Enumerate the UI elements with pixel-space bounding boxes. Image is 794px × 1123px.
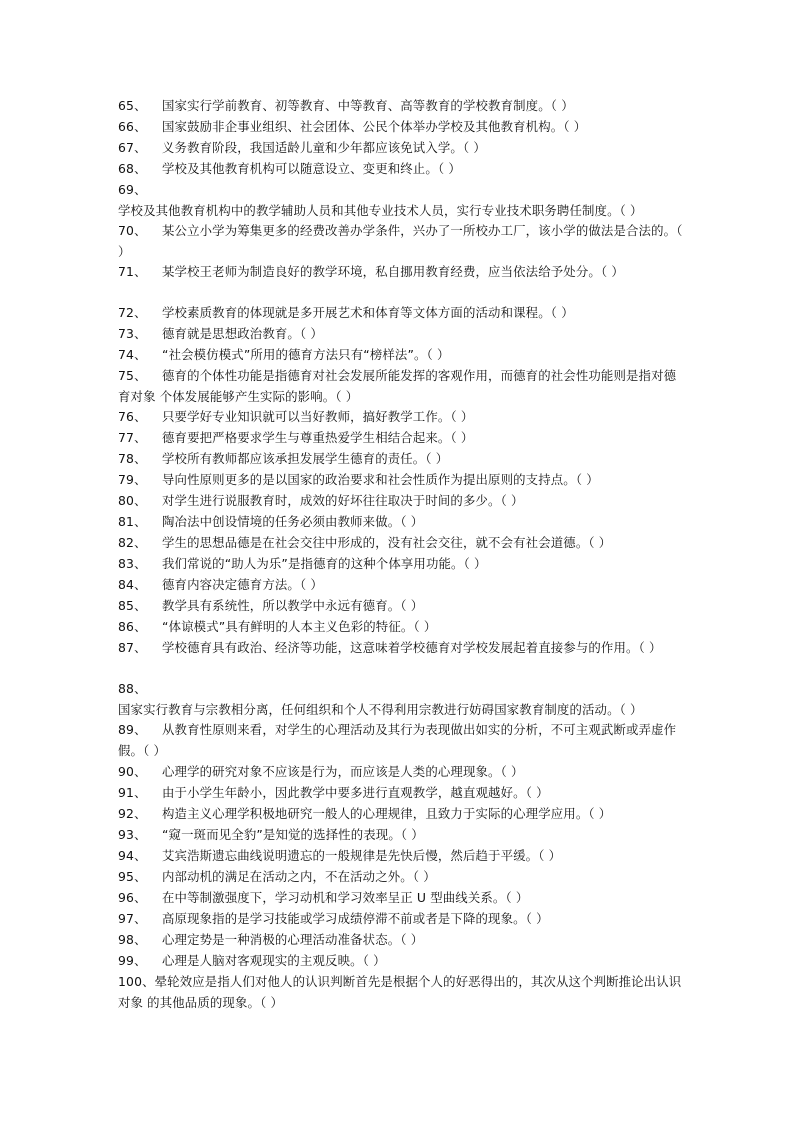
question-text: “窥一斑而见全豹”是知觉的选择性的表现。（ ） [162,827,424,842]
question-number: 94、 [118,848,147,863]
question-84 [118,575,684,596]
question-text: 心理是人脑对客观现实的主观反映。（ ） [162,953,386,968]
question-text: 学校及其他教育机构中的教学辅助人员和其他专业技术人员，实行专业技术职务聘任制度。（ ） [118,202,643,218]
question-69 [118,180,684,221]
question-text: 学校素质教育的体现就是多开展艺术和体育等文体方面的活动和课程。（ ） [162,305,574,320]
question-text: 我们常说的“助人为乐”是指德育的这种个体享用功能。（ ） [162,556,487,571]
question-72 [118,303,684,324]
question-76 [118,407,684,428]
question-number: 89、 [118,722,147,737]
question-number: 92、 [118,806,147,821]
question-number: 78、 [118,451,147,466]
question-number: 85、 [118,598,147,613]
question-text: 在中等制激强度下，学习动机和学习效率呈正 U 型曲线关系。（ ） [162,890,529,905]
question-text: 教学具有系统性，所以教学中永远有德育。（ ） [162,598,424,613]
question-text: 晕轮效应是指人们对他人的认识判断首先是根据个人的好恶得出的，其次从这个判断推论出认识对象 的其他品质的现象。（ ） [118,974,682,1010]
question-100 [118,972,684,1013]
question-text: 某学校王老师为制造良好的教学环境，私自挪用教育经费，应当依法给予处分。（ ） [162,264,624,279]
question-number: 70、 [118,223,147,238]
question-90 [118,762,684,783]
question-text: 德育要把严格要求学生与尊重热爱学生相结合起来。（ ） [162,430,474,445]
question-89 [118,720,684,761]
question-text: 内部动机的满足在活动之内，不在活动之外。（ ） [162,869,436,884]
question-number: 98、 [118,932,147,947]
question-78 [118,449,684,470]
question-number: 66、 [118,119,147,134]
question-99 [118,951,684,972]
question-number: 73、 [118,326,147,341]
question-text: 某公立小学为筹集更多的经费改善办学条件，兴办了一所校办工厂，该小学的做法是合法的。（ ） [118,223,683,259]
question-number: 67、 [118,140,147,155]
question-number: 81、 [118,514,147,529]
question-number: 82、 [118,535,147,550]
question-83 [118,554,684,575]
question-number: 83、 [118,556,147,571]
question-number: 69、 [118,182,147,197]
question-text: 德育的个体性功能是指德育对社会发展所能发挥的客观作用，而德育的社会性功能则是指对德育对象 个体发展能够产生实际的影响。（ ） [118,368,677,404]
question-text: 国家实行教育与宗教相分离，任何组织和个人不得利用宗教进行妨碍国家教育制度的活动。（ ） [118,701,643,717]
question-77 [118,428,684,449]
question-text: 国家实行学前教育、初等教育、中等教育、高等教育的学校教育制度。（ ） [162,98,574,113]
question-79 [118,470,684,491]
question-number: 93、 [118,827,147,842]
question-text: 导向性原则更多的是以国家的政治要求和社会性质作为提出原则的支持点。（ ） [162,472,599,487]
question-93 [118,825,684,846]
question-text: “体谅模式”具有鲜明的人本主义色彩的特征。（ ） [162,619,437,634]
question-number: 99、 [118,953,147,968]
question-74 [118,345,684,366]
question-97 [118,909,684,930]
question-number: 68、 [118,161,147,176]
question-73 [118,324,684,345]
question-text: 学生的思想品德是在社会交往中形成的，没有社会交往，就不会有社会道德。（ ） [162,535,612,550]
question-98 [118,930,684,951]
question-text: 对学生进行说服教育时，成效的好坏往往取决于时间的多少。（ ） [162,493,524,508]
question-88 [118,679,684,720]
question-94 [118,846,684,867]
question-text: 学校德育具有政治、经济等功能，这意味着学校德育对学校发展起着直接参与的作用。（ ） [162,640,662,655]
question-66 [118,117,684,138]
question-text: 高原现象指的是学习技能或学习成绩停滞不前或者是下降的现象。（ ） [162,911,549,926]
question-text: 陶冶法中创设情境的任务必须由教师来做。（ ） [162,514,424,529]
question-text: 心理学的研究对象不应该是行为，而应该是人类的心理现象。（ ） [162,764,524,779]
question-number: 84、 [118,577,147,592]
question-text: 构造主义心理学积极地研究一般人的心理规律，且致力于实际的心理学应用。（ ） [162,806,612,821]
question-65 [118,96,684,117]
question-text: 只要学好专业知识就可以当好教师，搞好教学工作。（ ） [162,409,474,424]
question-number: 88、 [118,681,147,696]
question-number: 90、 [118,764,147,779]
question-number: 75、 [118,368,147,383]
question-text: 德育内容决定德育方法。（ ） [162,577,323,592]
question-96 [118,888,684,909]
question-text: 由于小学生年龄小，因此教学中要多进行直观教学，越直观越好。（ ） [162,785,549,800]
question-92 [118,804,684,825]
question-number: 96、 [118,890,147,905]
question-70 [118,221,684,262]
question-number: 74、 [118,347,147,362]
question-91 [118,783,684,804]
question-85 [118,596,684,617]
question-text: 学校及其他教育机构可以随意设立、变更和终止。（ ） [162,161,461,176]
question-text: “社会模仿模式”所用的德育方法只有“榜样法”。（ ） [162,347,450,362]
question-text: 从教育性原则来看，对学生的心理活动及其行为表现做出如实的分析，不可主观武断或弄虚作假。（ ） [118,722,677,758]
question-number: 71、 [118,264,147,279]
question-81 [118,512,684,533]
question-number: 95、 [118,869,147,884]
question-71 [118,262,684,283]
question-86 [118,617,684,638]
question-number: 100、 [118,974,155,989]
question-95 [118,867,684,888]
question-87 [118,638,684,659]
question-75 [118,366,684,407]
question-text: 德育就是思想政治教育。（ ） [162,326,323,341]
question-text: 学校所有教师都应该承担发展学生德育的责任。（ ） [162,451,449,466]
question-number: 86、 [118,619,147,634]
question-text: 心理定势是一种消极的心理活动准备状态。（ ） [162,932,424,947]
question-68 [118,159,684,180]
question-number: 76、 [118,409,147,424]
question-number: 65、 [118,98,147,113]
question-number: 80、 [118,493,147,508]
question-number: 77、 [118,430,147,445]
question-number: 97、 [118,911,147,926]
question-text: 艾宾浩斯遗忘曲线说明遗忘的一般规律是先快后慢，然后趋于平缓。（ ） [162,848,562,863]
question-text: 国家鼓励非企事业组织、社会团体、公民个体举办学校及其他教育机构。（ ） [162,119,587,134]
question-80 [118,491,684,512]
question-67 [118,138,684,159]
question-text: 义务教育阶段，我国适龄儿童和少年都应该免试入学。（ ） [162,140,486,155]
question-number: 72、 [118,305,147,320]
question-number: 87、 [118,640,147,655]
question-number: 91、 [118,785,147,800]
question-82 [118,533,684,554]
question-number: 79、 [118,472,147,487]
